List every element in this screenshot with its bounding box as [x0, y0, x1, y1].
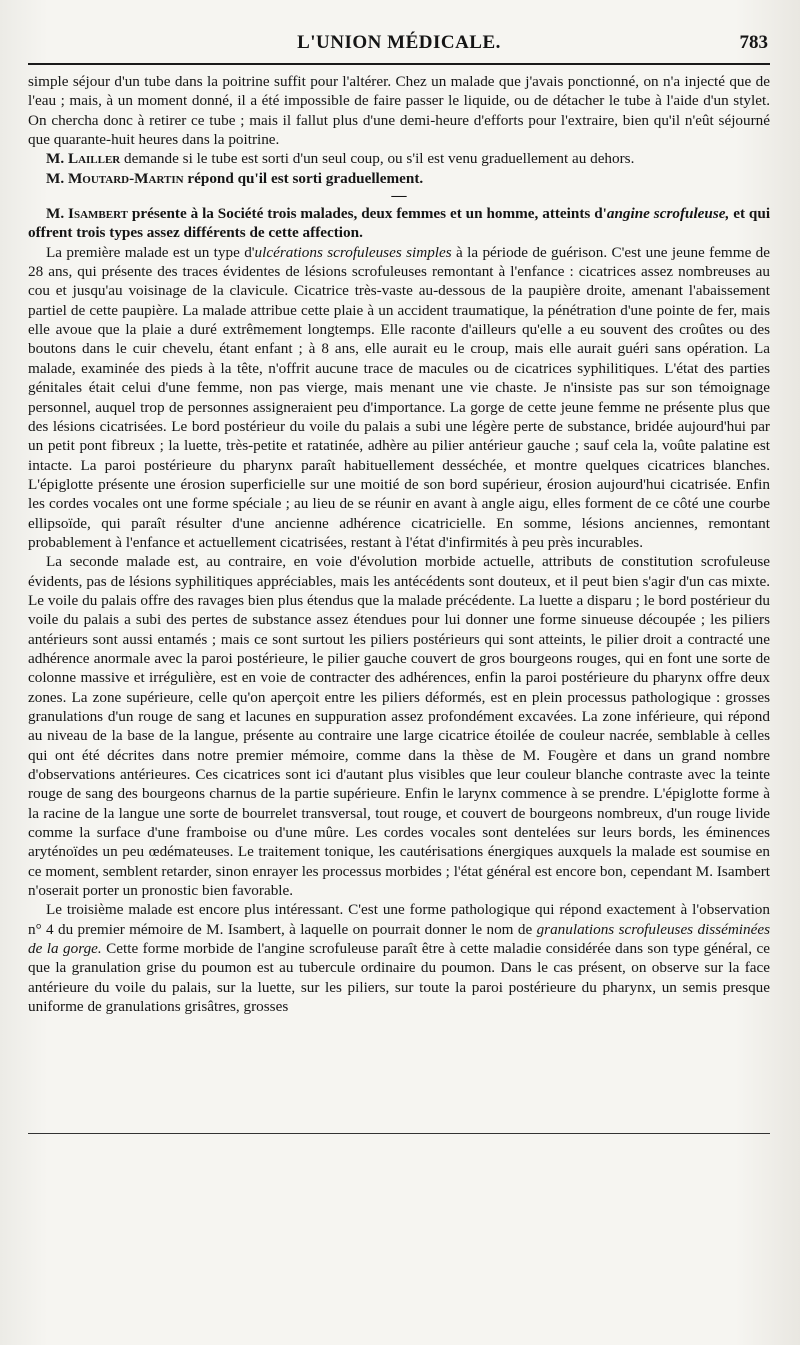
paragraph-third-patient: [28, 900, 770, 1016]
paragraph-first-patient-italic: ulcérations scrofuleuses simples: [254, 243, 452, 261]
section-separator: —: [391, 187, 407, 205]
paragraph-isambert: [28, 204, 770, 243]
paragraph-first-patient-text-a: La première malade est un type d': [46, 243, 255, 261]
paragraph-second-patient-text: La seconde malade est, au contraire, en voie d'évolution morbide actuelle, attributs de constitution scrofuleuse évidents, pas de lésions syphilitiques appréciables, mais les antécédents sont douteux, et il peut bien s'agir d'un cas mixte. Le voile du palais offre des ravages bien plus étendus que la malade précédente. La luette a disparu ; le bord postérieur du voile du palais a subi des pertes de substance assez étendues pour lui donner une forme sinueuse découpée ; les piliers antérieurs sont aussi entamés ; mais ce sont surtout les piliers postérieurs qui sont atteints, le pilier droit a contracté une adhérence anormale avec la paroi postérieure, le pilier gauche couvert de gros bourgeons rouges, qui en font une sorte de colonne massive et irrégulière, est en voie de contracter des adhérences, enfin la paroi postérieure du pharynx offre deux zones. La zone supérieure, celle qu'on aperçoit entre les piliers déformés, est en plein processus pathologique : grosses granulations d'un rouge de sang et lacunes en suppuration assez profondément excavées. La zone inférieure, qui répond au niveau de la base de la langue, présente au contraire une large cicatrice étoilée de couleur nacrée, semblable à celles qui ont été décrites dans notre premier mémoire, comme dans la thèse de M. Fougère et dans un grand nombre d'observations antérieures. Ces cicatrices sont ici d'autant plus visibles que leur couleur blanche contraste avec la teinte rouge de sang des bourgeons charnus de la partie supérieure. Enfin le larynx commence à se prendre. L'épiglotte forme à la racine de la langue une sorte de bourrelet transversal, tout rouge, et couvert de bourgeons nombreux, d'un rouge livide comme la surface d'une framboise ou d'une mûre. Les cordes vocales sont dentelées sur leurs bords, les éminences aryténoïdes un peu œdémateuses. Le traitement tonique, les cautérisations énergiques auxquels la malade est soumise en ce moment, semblent retarder, sinon enrayer les processus morbides ; l'état général est encore bon, cependant M. Isambert n'oserait porter un pronostic bien favorable.: [28, 553, 770, 900]
paragraph-isambert-text-b: et qui offrent trois types assez différents de cette affection.: [28, 205, 771, 242]
page-number: 783: [739, 32, 768, 53]
paragraph-third-patient-text-a: Le troisième malade est encore plus intéressant. C'est une forme pathologique qui répond exactement à l'observation n° 4 du premier mémoire de M. Isambert, à laquelle on pourrait donner le nom de: [28, 901, 770, 938]
paragraph-first-patient: [28, 243, 770, 553]
header-rule: [28, 63, 770, 65]
paragraph-third-patient-italic: granulations scrofuleuses disséminées de la gorge.: [28, 920, 771, 958]
paragraph-1-text: simple séjour d'un tube dans la poitrine suffit pour l'altérer. Chez un malade que j'avais ponctionné, on n'a injecté que de l'eau ; mais, à un moment donné, il a été impossible de faire passer le liquide, ou de détacher le tube à l'aide d'un stylet. On chercha donc à retirer ce tube ; mais il fallut plus d'une demi-heure d'efforts pour l'extraire, bien qu'il n'eût séjourné que quarante-huit heures dans la poitrine.: [28, 73, 770, 149]
paragraph-isambert-italic: angine scrofuleuse,: [606, 205, 730, 223]
speaker-name-moutard-martin: Moutard-Martin: [67, 169, 184, 187]
speaker-prefix: M.: [46, 205, 65, 223]
speaker-prefix: M.: [46, 169, 65, 187]
paragraph-third-patient-text-b: Cette forme morbide de l'angine scrofuleuse paraît être à cette maladie considérée dans son type général, ce que la granulation grise du poumon est au tubercule ordinaire du poumon. Dans le cas présent, on observe sur la face antérieure du voile du palais, sur la luette, sur les piliers, sur toute la paroi postérieure du pharynx, un semis presque uniforme de granulations grisâtres, grosses: [28, 940, 770, 1016]
paragraph-isambert-text-a: présente à la Société trois malades, deux femmes et un homme, atteints d': [131, 205, 607, 223]
speaker-name-lailler: Lailler: [67, 150, 121, 168]
running-title: L'UNION MÉDICALE.: [297, 32, 501, 53]
paragraph-second-patient: [28, 552, 770, 900]
page-header: [28, 28, 770, 60]
paragraph-lailler: [28, 149, 770, 168]
speaker-prefix: M.: [46, 150, 65, 168]
paragraph-1: [28, 72, 770, 149]
paragraph-moutard-martin-text: répond qu'il est sorti graduellement.: [187, 169, 424, 187]
footer-rule: [28, 1133, 770, 1134]
paragraph-first-patient-text-b: à la période de guérison. C'est une jeune femme de 28 ans, qui présente des traces évidentes de lésions scrofuleuses remontant à l'enfance : cicatrices assez nombreuses au cou et jusqu'au voisinage de la clavicule. Cicatrice très-vaste au-dessous de la paupière droite, amenant l'abaissement partiel de cette paupière. La malade attribue cette plaie à un accident traumatique, la pénétration d'une pointe de fer, mais elle avoue que la plaie a duré extrêmement longtemps. Elle raconte d'ailleurs qu'elle a eu souvent des croûtes ou des boutons dans le cuir chevelu, étant enfant ; à 8 ans, elle aurait eu le croup, mais elle aurait guéri sans opération. La malade, examinée des pieds à la tête, n'offrit aucune trace de macules ou de cicatrices syphilitiques. L'état des parties génitales était celui d'une femme, non pas vierge, mais menant une vie chaste. Je n'insiste pas sur son témoignage personnel, auquel trop de personnes assigneraient peu d'importance. La gorge de cette jeune femme ne présente plus que des lésions cicatrisées. Le bord postérieur du voile du palais a subi une légère perte de substance, bridée aujourd'hui par un petit pont fibreux ; la luette, très-petite et ratatinée, adhère au pilier antérieur gauche ; sauf cela la, voûte palatine est intacte. La paroi postérieure du pharynx paraît habituellement desséchée, et montre quelques cicatrices blanches. L'épiglotte présente une érosion superficielle sur une moitié de son bord supérieur, érosion aujourd'hui cicatrisée. Enfin les cordes vocales ont une forme spéciale ; au lieu de se réunir en avant à angle aigu, elles forment de ce côté une courbe ellipsoïde, qui paraît résulter d'une ancienne adhérence cicatricielle. En somme, lésions anciennes, remontant probablement à l'enfance et actuellement cicatrisées, restant à l'état d'infirmités à peu près incurables.: [28, 243, 770, 551]
paragraph-moutard-martin: [28, 169, 770, 188]
article-body: [28, 72, 770, 1017]
paragraph-lailler-text: demande si le tube est sorti d'un seul coup, ou s'il est venu graduellement au dehors.: [124, 150, 635, 168]
speaker-name-isambert: Isambert: [68, 205, 128, 223]
